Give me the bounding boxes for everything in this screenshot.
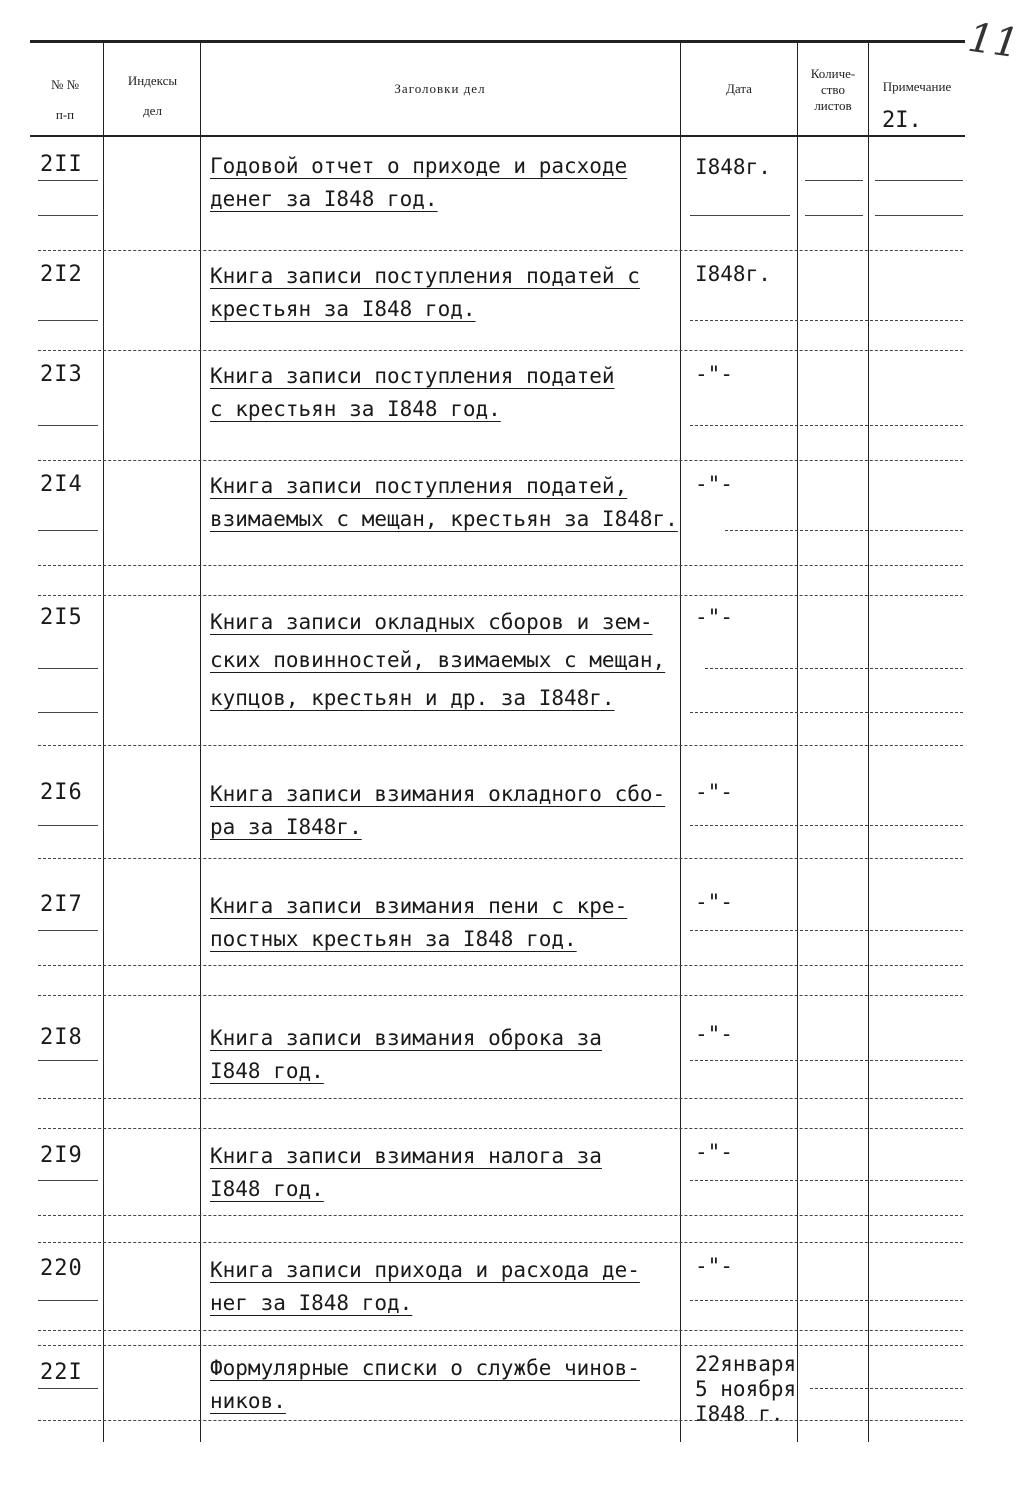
row-date: -"- (695, 472, 733, 496)
ledger-rule (38, 1215, 963, 1216)
row-number: 2I9 (40, 1143, 83, 1168)
header-sheets: Количе- ство листов (810, 66, 856, 113)
row-title: Годовой отчет о приходе и расходе денег за I848 год. (210, 154, 628, 211)
row-number: 2I2 (40, 262, 83, 287)
column-divider (868, 42, 869, 1442)
ledger-rule (38, 1388, 98, 1389)
ledger-rule (38, 425, 98, 426)
folio-number: 11 (965, 14, 1022, 68)
row-title: Книга записи взимания пени с кре- постных крестьян за I848 год. (210, 894, 628, 951)
header-date: Дата (726, 81, 752, 96)
row-date: -"- (695, 1254, 733, 1278)
top-rule (30, 40, 965, 43)
row-number: 22I (40, 1360, 83, 1385)
header-num: № № п-п (50, 77, 80, 122)
row-title: Книга записи поступления податей с крестьян за I848 год. (210, 264, 640, 321)
ledger-rule (705, 668, 963, 669)
ledger-rule (690, 930, 963, 931)
ledger-rule (38, 1242, 963, 1243)
ledger-rule (805, 215, 863, 216)
ledger-rule (38, 250, 963, 251)
ledger-rule (38, 1098, 963, 1099)
ledger-rule (38, 180, 98, 181)
ledger-rule (725, 530, 963, 531)
ledger-rule (38, 825, 98, 826)
ledger-rule (38, 530, 98, 531)
row-title: Книга записи прихода и расхода де- нег за I848 год. (210, 1258, 640, 1315)
row-date: -"- (695, 605, 733, 629)
ledger-rule (38, 858, 963, 859)
ledger-rule (690, 825, 963, 826)
ledger-rule (38, 1300, 98, 1301)
row-number: 2I8 (40, 1025, 83, 1050)
ledger-rule (690, 425, 963, 426)
row-title: Книга записи взимания окладного сбо- ра за I848г. (210, 782, 666, 839)
row-title: Книга записи поступления податей, взимаемых с мещан, крестьян за I848г. (210, 474, 678, 531)
ledger-rule (690, 215, 790, 216)
row-number: 220 (40, 1256, 83, 1281)
ledger-rule (38, 595, 963, 596)
ledger-rule (38, 668, 98, 669)
ledger-rule (38, 745, 963, 746)
header-note: Примечание (882, 79, 952, 94)
ledger-rule (690, 1180, 963, 1181)
ledger-rule (38, 1180, 98, 1181)
ledger-rule (38, 712, 98, 713)
ledger-rule (690, 1300, 963, 1301)
ledger-rule (875, 215, 963, 216)
ledger-rule (38, 1420, 963, 1421)
row-title: Книга записи окладных сборов и зем- ских повинностей, взимаемых с мещан, купцов, крестьян и др. за I848г. (210, 610, 666, 710)
header-bottom-rule (30, 135, 965, 137)
row-date: I848г. (695, 155, 771, 179)
row-title: Книга записи поступления податей с крестьян за I848 год. (210, 364, 615, 421)
ledger-rule (38, 320, 98, 321)
column-divider (103, 42, 104, 1442)
row-number: 2I4 (40, 472, 83, 497)
column-divider (797, 42, 798, 1442)
ledger-rule (38, 460, 963, 461)
ledger-rule (38, 965, 963, 966)
row-date: -"- (695, 1022, 733, 1046)
row-number: 2I7 (40, 892, 83, 917)
ledger-rule (690, 712, 963, 713)
row-number: 2I5 (40, 605, 83, 630)
row-date: -"- (695, 1140, 733, 1164)
ledger-rule (38, 1128, 963, 1129)
row-number: 2I6 (40, 780, 83, 805)
row-date: -"- (695, 890, 733, 914)
ledger-rule (38, 1060, 98, 1061)
column-divider (200, 42, 201, 1442)
ledger-rule (38, 1345, 963, 1346)
ledger-rule (38, 350, 963, 351)
row-title: Книга записи взимания налога за I848 год. (210, 1144, 602, 1201)
header-index: Индексы дел (127, 73, 178, 118)
column-divider (680, 42, 681, 1442)
row-number: 2II (40, 152, 83, 177)
ledger-rule (690, 1060, 963, 1061)
row-date: 22января 5 ноября I848 г. (695, 1352, 797, 1426)
row-date: -"- (695, 362, 733, 386)
ledger-rule (38, 215, 98, 216)
ledger-rule (805, 180, 863, 181)
row-date: I848г. (695, 262, 771, 286)
ledger-rule (875, 180, 963, 181)
row-number: 2I3 (40, 362, 83, 387)
ledger-rule (690, 320, 963, 321)
row-date: -"- (695, 780, 733, 804)
ledger-rule (38, 1330, 963, 1331)
row-title: Формулярные списки о службе чинов- ников. (210, 1356, 640, 1413)
row-title: Книга записи взимания оброка за I848 год. (210, 1026, 602, 1083)
ledger-rule (38, 930, 98, 931)
ledger-rule (38, 565, 963, 566)
header-title: Заголовки дел (394, 81, 486, 96)
header-note-value: 2I. (882, 108, 922, 133)
ledger-rule (38, 995, 963, 996)
ledger-rule (810, 1388, 963, 1389)
